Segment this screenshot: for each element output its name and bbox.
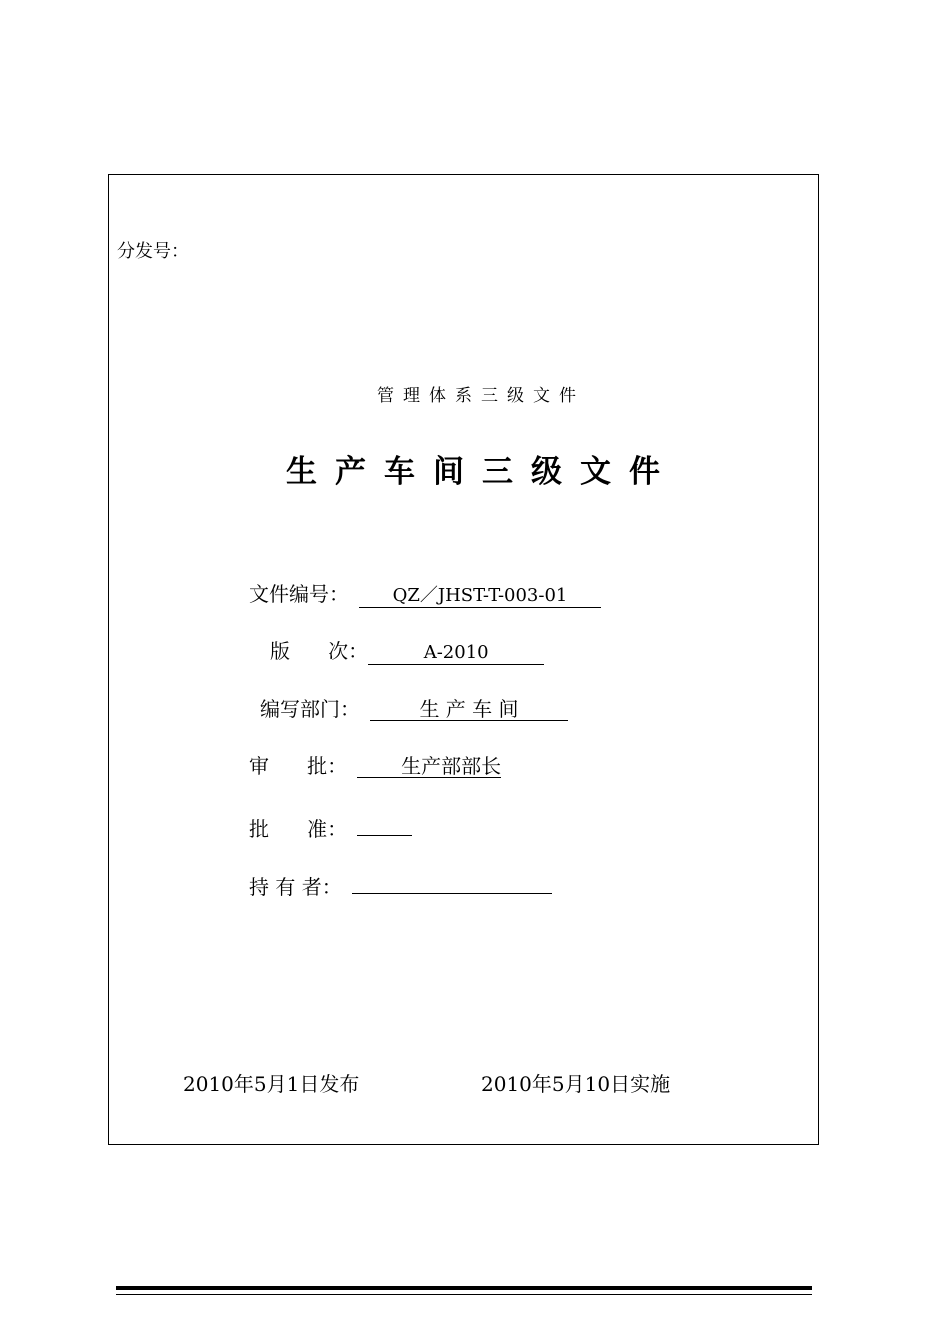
field-review [249,752,501,780]
footer-rule-thin [116,1294,812,1295]
doc-number-label: 文件编号： [249,582,349,606]
doc-number-value: QZ／JHST-T-003-01 [359,582,601,608]
review-label: 审 批： [249,754,348,778]
holder-label: 持 有 者： [249,875,342,899]
review-value: 生产部部长 [357,752,501,778]
document-title: 生产车间三级文件 [286,454,678,490]
field-doc-number [249,580,601,608]
approve-value [357,810,412,836]
version-value: A-2010 [368,639,544,665]
department-value: 生 产 车 间 [370,695,568,721]
holder-value [352,868,552,894]
field-department [260,695,568,723]
document-subtitle: 管理体系三级文件 [377,386,585,406]
distribution-number-label: 分发号： [117,241,189,262]
effective-date: 2010年5月10日实施 [481,1072,671,1096]
footer-rule-thick [116,1286,812,1290]
field-holder [249,868,552,899]
version-label: 版 次： [270,639,369,663]
field-approve [249,810,412,841]
field-version [270,637,544,665]
department-label: 编写部门： [260,697,360,721]
issue-date: 2010年5月1日发布 [183,1072,360,1096]
approve-label: 批 准： [249,817,348,841]
